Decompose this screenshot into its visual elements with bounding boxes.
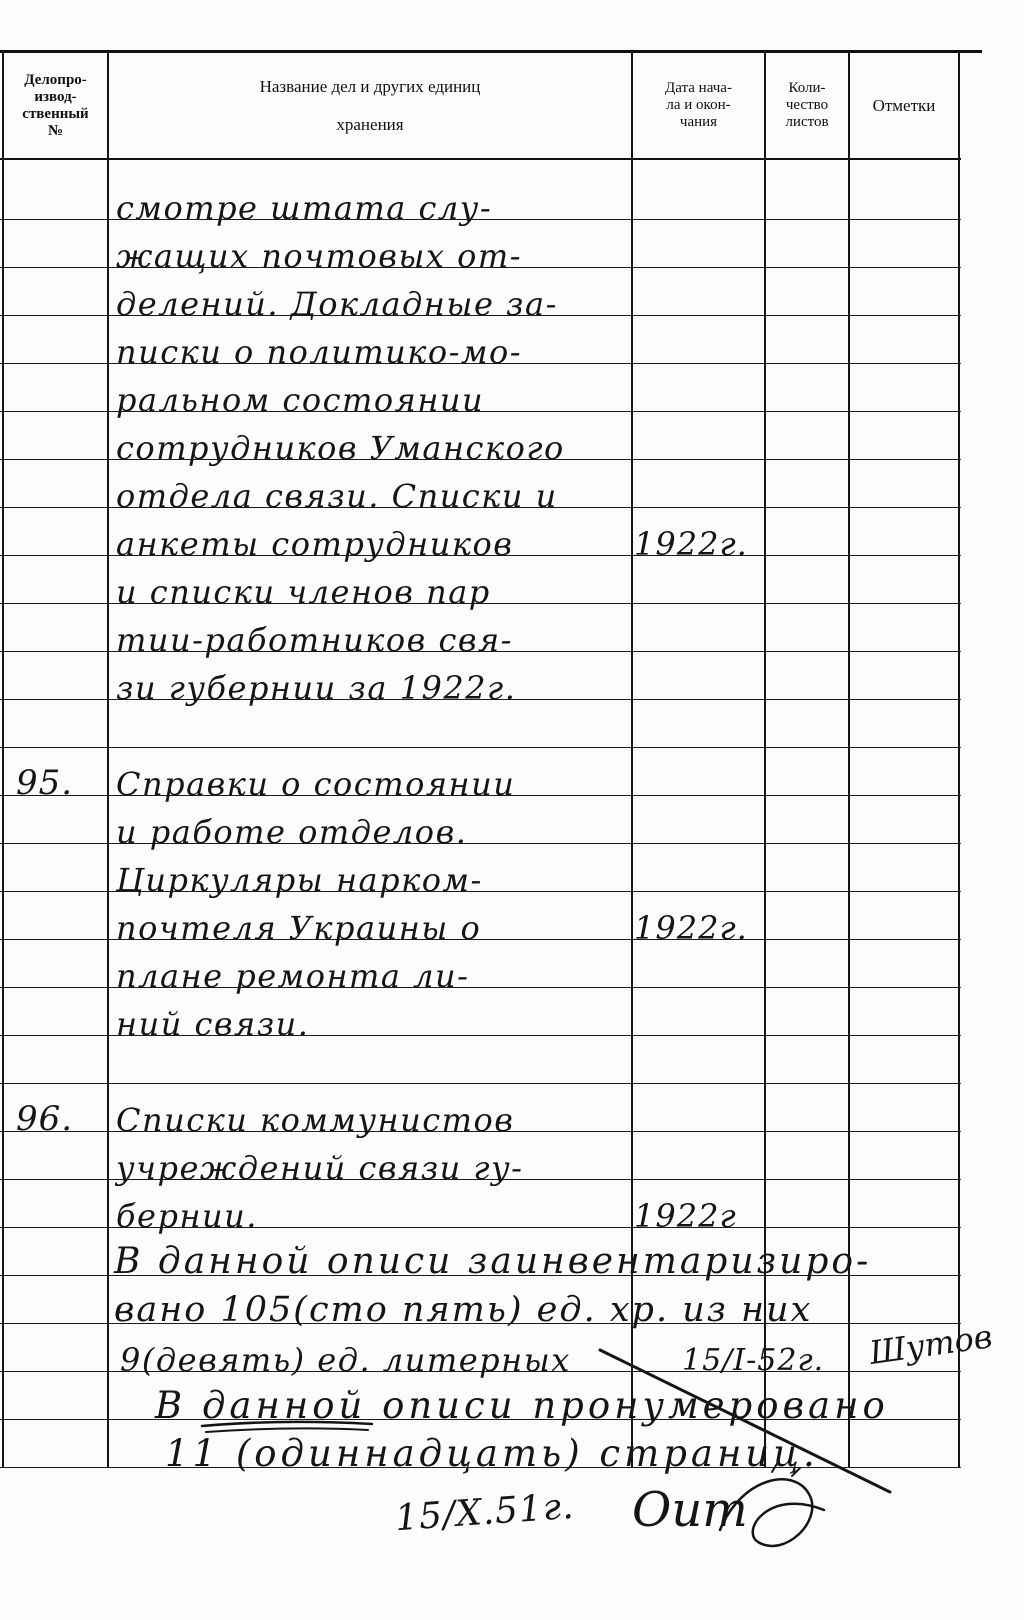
table-row bbox=[0, 796, 961, 851]
page-count-note-line: 11 (одиннадцать) страниц. bbox=[165, 1432, 819, 1475]
ruled-rows bbox=[0, 172, 995, 1475]
item-title-line: и работе отделов. bbox=[116, 813, 468, 851]
header-record-number: Делопро- извод- ственный № bbox=[22, 71, 89, 139]
header-sheets: Коли- чество листов bbox=[785, 80, 829, 130]
header-notes: Отметки bbox=[872, 95, 936, 115]
item-title-line: зи губернии за 1922г. bbox=[116, 669, 517, 707]
item-title-line: жащих почтовых от- bbox=[116, 237, 523, 275]
item-title-line: писки о политико-мо- bbox=[116, 333, 523, 371]
page-count-note-line: В данной описи пронумеровано bbox=[155, 1384, 889, 1427]
table-row bbox=[0, 460, 961, 515]
table-row bbox=[0, 556, 961, 611]
table-row bbox=[0, 316, 961, 371]
table-row bbox=[0, 1276, 961, 1330]
inventory-note-line: В данной описи заинвентаризиро- bbox=[114, 1241, 872, 1282]
item-title-line: учреждений связи гу- bbox=[116, 1149, 524, 1187]
item-title-line: анкеты сотрудников bbox=[116, 525, 514, 563]
item-title-line: Циркуляры нарком- bbox=[116, 861, 483, 899]
table-row bbox=[0, 1132, 961, 1187]
item-title-line: почтеля Украины о bbox=[116, 909, 482, 947]
header-title: Название дел и других единиц хранения bbox=[259, 76, 481, 134]
item-title-line: плане ремонта ли- bbox=[116, 957, 470, 995]
header-bottom-rule bbox=[0, 158, 961, 160]
table-row bbox=[0, 604, 961, 659]
item-number: 95. bbox=[16, 763, 74, 803]
item-title-line: отдела связи. Списки и bbox=[116, 477, 558, 515]
item-dates: 1922г bbox=[634, 1197, 737, 1235]
inventory-note-line: вано 105(сто пять) ед. хр. из них bbox=[114, 1290, 813, 1330]
table-row bbox=[0, 1180, 961, 1235]
item-title-line: сотрудников Уманского bbox=[116, 429, 565, 467]
item-title-line: и списки членов пар bbox=[116, 573, 491, 611]
table-row bbox=[0, 172, 961, 227]
table-row bbox=[0, 1084, 961, 1139]
inventory-note-date: 15/I-52г. bbox=[682, 1343, 825, 1378]
table-row-blank bbox=[0, 700, 961, 748]
item-dates: 1922г. bbox=[634, 525, 748, 563]
certification-signature: Оит bbox=[632, 1482, 748, 1538]
certification-date: 15/X.51г. bbox=[393, 1485, 576, 1540]
header-dates: Дата нача- ла и окон- чания bbox=[665, 80, 732, 130]
item-dates: 1922г. bbox=[634, 909, 748, 947]
item-number: 96. bbox=[16, 1099, 74, 1139]
table-row bbox=[0, 748, 961, 803]
signature-flourish bbox=[712, 1458, 832, 1568]
item-title-line: Списки коммунистов bbox=[116, 1101, 515, 1139]
table-row bbox=[0, 220, 961, 275]
item-title-line: ральном состоянии bbox=[116, 381, 485, 419]
table-row bbox=[0, 940, 961, 995]
table-row bbox=[0, 844, 961, 899]
inventory-note-signature: Шутов bbox=[867, 1317, 995, 1372]
table-row bbox=[0, 508, 961, 563]
item-title-line: тии-работников свя- bbox=[116, 621, 513, 659]
table-row bbox=[0, 988, 961, 1043]
table-row bbox=[0, 268, 961, 323]
table-row bbox=[0, 652, 961, 707]
table-row-blank bbox=[0, 1036, 961, 1084]
item-title-line: делений. Докладные за- bbox=[116, 285, 558, 323]
table-row bbox=[0, 1228, 961, 1282]
item-title-line: смотре штата слу- bbox=[116, 189, 493, 227]
item-title-line: бернии. bbox=[116, 1197, 258, 1235]
inventory-note-line: 9(девять) ед. литерных bbox=[120, 1341, 571, 1379]
table-row bbox=[0, 892, 961, 947]
table-row bbox=[0, 412, 961, 467]
item-title-line: ний связи. bbox=[116, 1005, 310, 1043]
table-row bbox=[0, 364, 961, 419]
item-title-line: Справки о состоянии bbox=[116, 765, 516, 803]
